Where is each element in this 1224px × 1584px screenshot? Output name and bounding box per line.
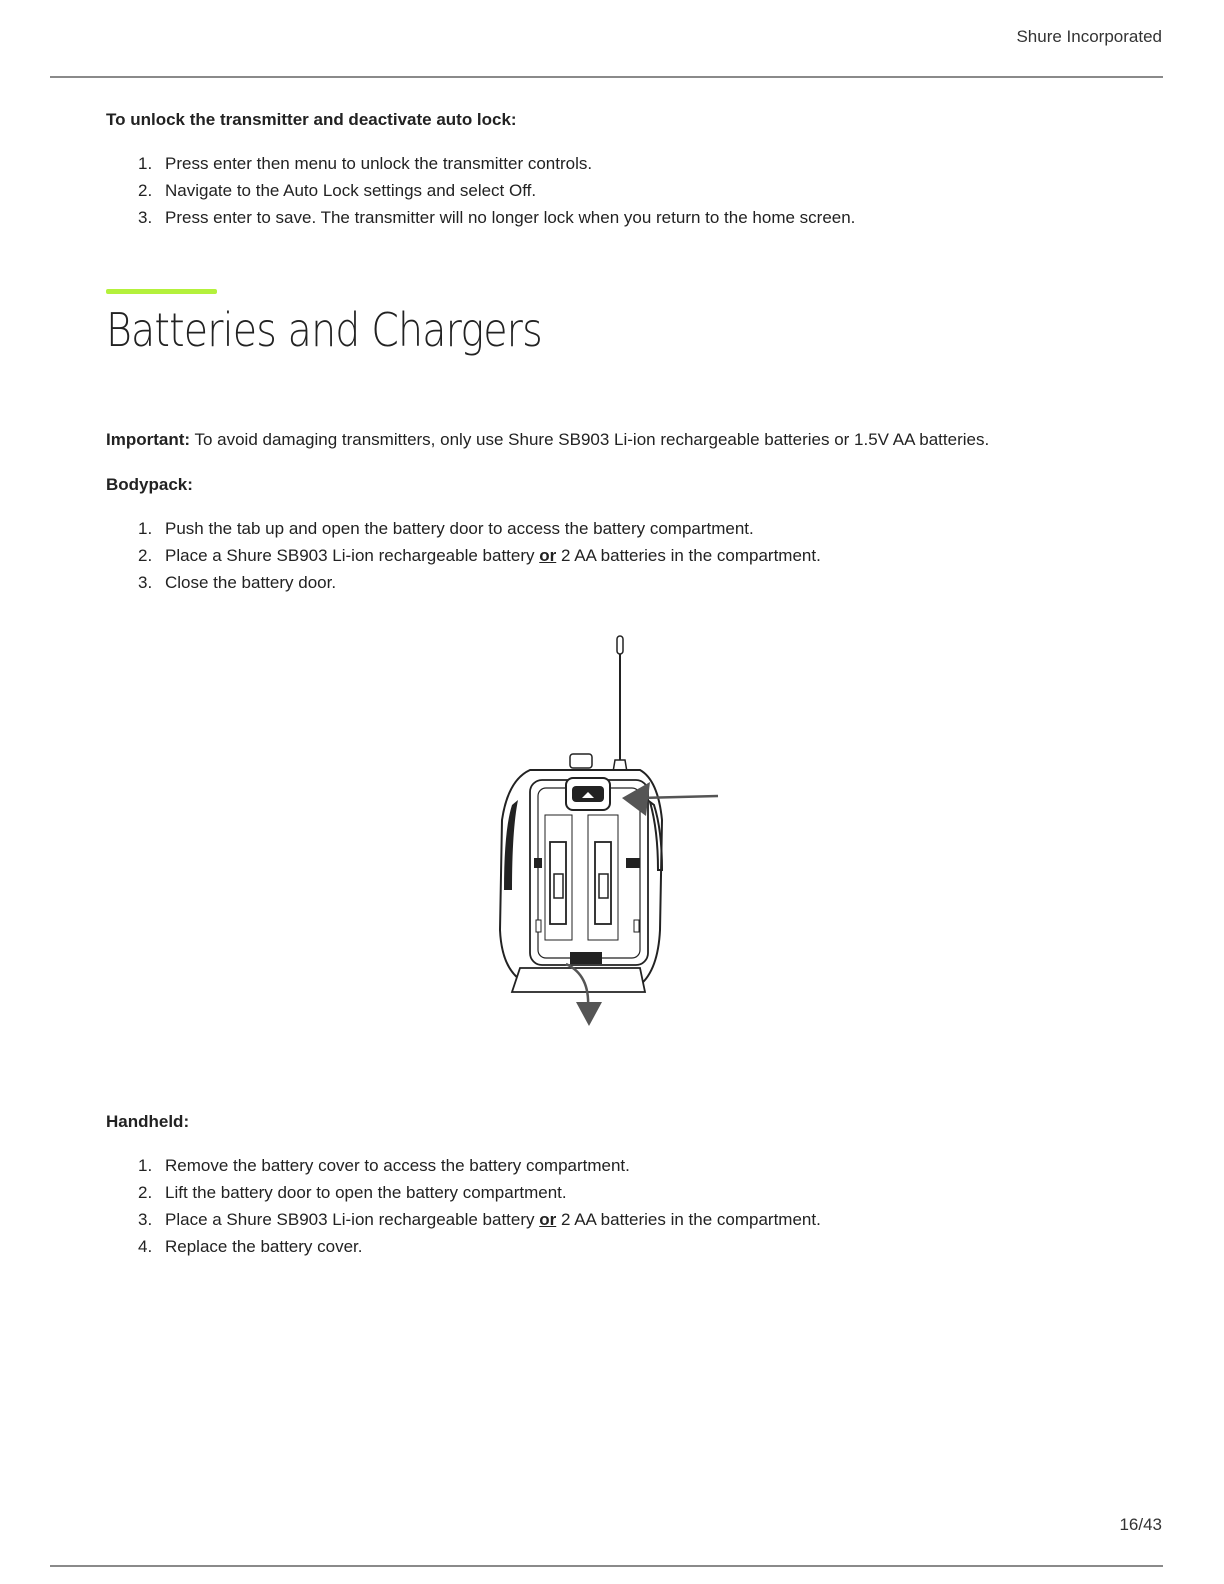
list-item: 3. Press enter to save. The transmitter will no longer lock when you return to the home screen. — [138, 208, 856, 227]
emphasis-or: or — [539, 1210, 557, 1229]
header-company-name: Shure Incorporated — [1016, 27, 1162, 46]
footer-divider — [50, 1565, 1163, 1567]
header-divider — [50, 76, 1163, 78]
list-item: 3. Place a Shure SB903 Li-ion rechargeable battery or 2 AA batteries in the compartment. — [138, 1210, 821, 1229]
list-item: 1. Push the tab up and open the battery door to access the battery compartment. — [138, 519, 754, 538]
list-item: 4. Replace the battery cover. — [138, 1237, 363, 1256]
section-title: Batteries and Chargers — [106, 303, 542, 357]
bodypack-steps — [106, 515, 1116, 596]
handheld-steps — [106, 1152, 1116, 1260]
section-accent-bar — [106, 289, 217, 294]
list-item: 2. Navigate to the Auto Lock settings and select Off. — [138, 181, 537, 200]
important-note: Important: To avoid damaging transmitters, only use Shure SB903 Li-ion rechargeable batteries or 1.5V AA batteries. — [106, 430, 990, 449]
list-item: 1. Press enter then menu to unlock the transmitter controls. — [138, 154, 593, 173]
page-number: 16/43 — [1119, 1515, 1162, 1534]
unlock-heading: To unlock the transmitter and deactivate auto lock: — [106, 110, 517, 129]
emphasis-or: or — [539, 546, 557, 565]
list-item: 1. Remove the battery cover to access the battery compartment. — [138, 1156, 630, 1175]
list-item: 3. Close the battery door. — [138, 573, 337, 592]
list-item: 2. Place a Shure SB903 Li-ion rechargeable battery or 2 AA batteries in the compartment. — [138, 546, 821, 565]
list-item: 2. Lift the battery door to open the battery compartment. — [138, 1183, 567, 1202]
bodypack-heading: Bodypack: — [106, 475, 193, 494]
important-label: Important: — [106, 430, 191, 449]
bodypack-battery-compartment-icon — [490, 630, 730, 1030]
unlock-steps — [106, 150, 1116, 231]
handheld-heading: Handheld: — [106, 1112, 190, 1131]
bodypack-battery-illustration — [490, 630, 730, 1030]
